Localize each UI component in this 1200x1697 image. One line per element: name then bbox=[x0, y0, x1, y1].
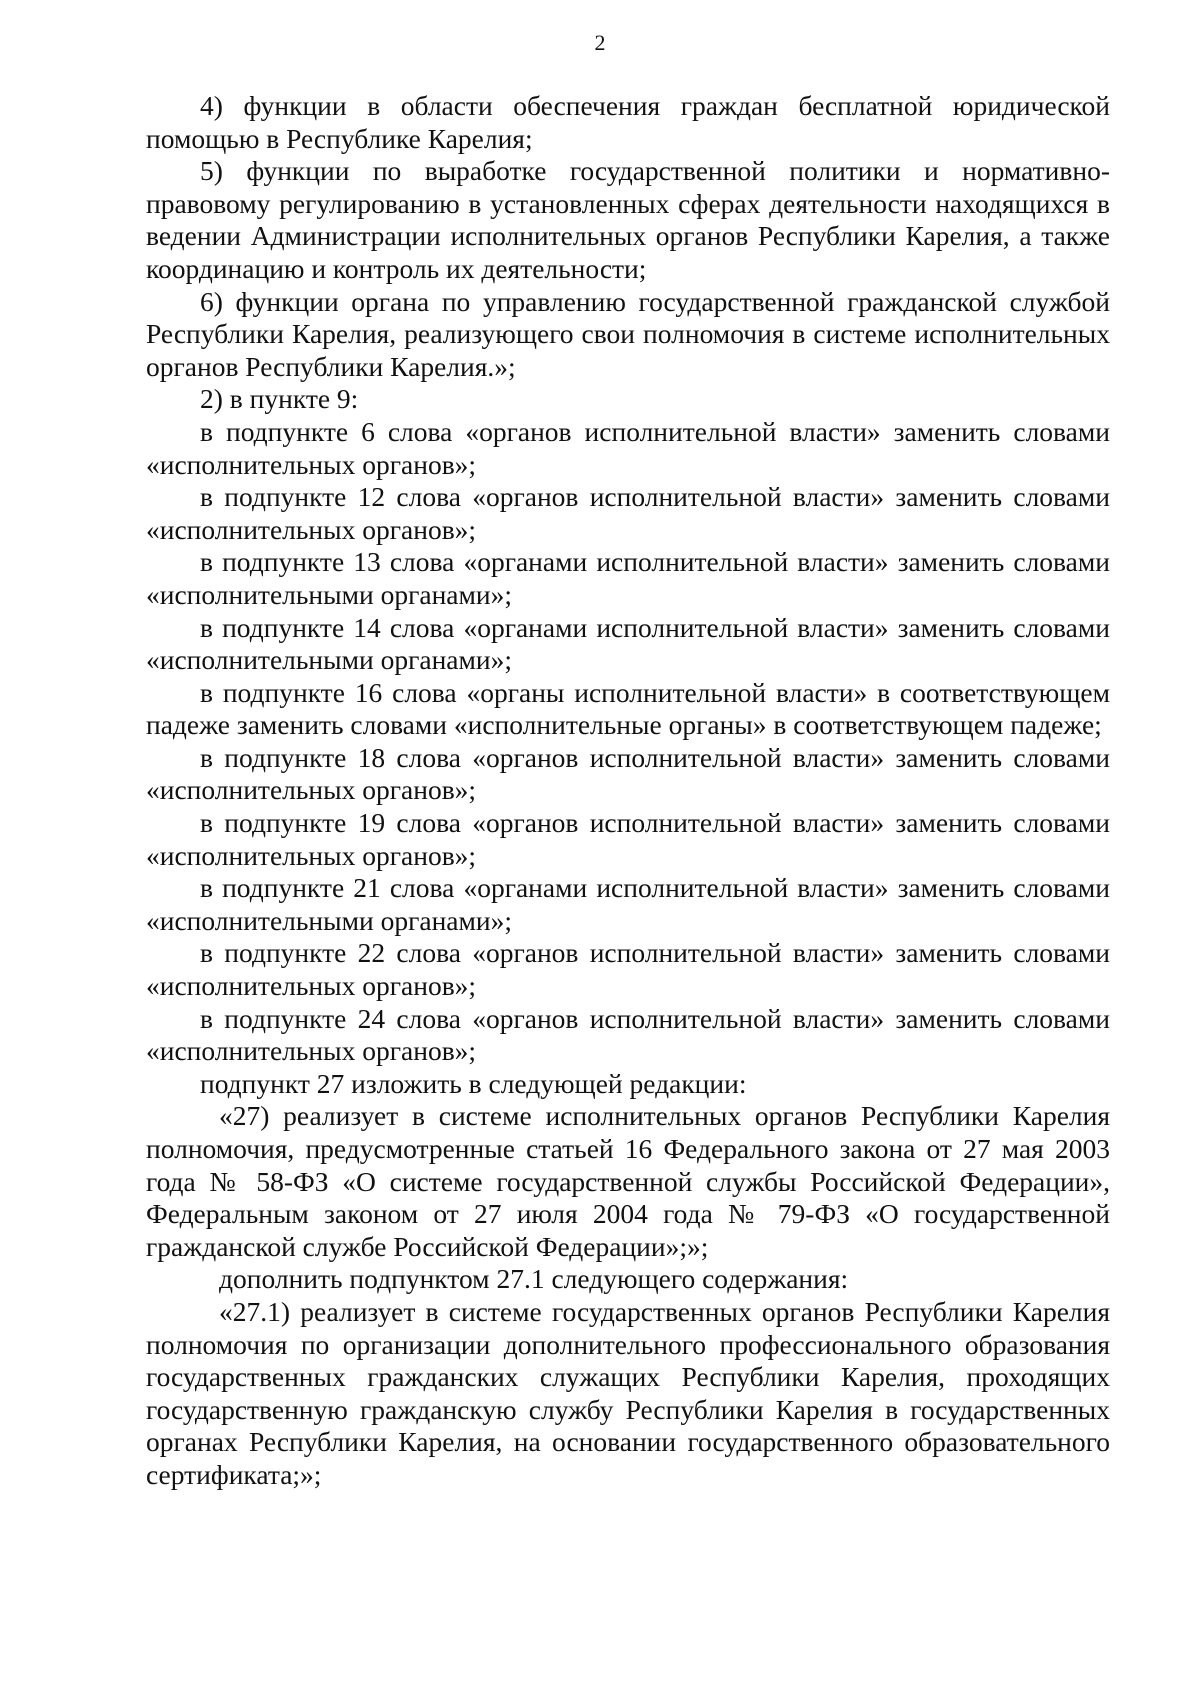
paragraph-subpoint-22: в подпункте 22 слова «органов исполнительной власти» заменить словами «исполнительных органов»; bbox=[146, 937, 1110, 1002]
document-body bbox=[146, 90, 1110, 1492]
paragraph-subpoint-16: в подпункте 16 слова «органы исполнительной власти» в соответствующем падеже заменить словами «исполнительные органы» в соответствующем падеже; bbox=[146, 676, 1110, 741]
page-number: 2 bbox=[594, 30, 606, 55]
paragraph-subpoint-14: в подпункте 14 слова «органами исполнительной власти» заменить словами «исполнительными органами»; bbox=[146, 611, 1110, 676]
paragraph-subpoint-13: в подпункте 13 слова «органами исполнительной власти» заменить словами «исполнительными органами»; bbox=[146, 546, 1110, 610]
paragraph-point-2: 2) в пункте 9: bbox=[200, 383, 359, 415]
paragraph-item-4: 4) функции в области обеспечения граждан бесплатной юридической помощью в Республике Карелия; bbox=[146, 90, 1110, 154]
paragraph-subpoint-27-text: «27) реализует в системе исполнительных органов Республики Карелия полномочия, предусмотренные статьей 16 Федерального закона от 27 мая 2003 года № 58-ФЗ «О системе государственной службы Российской Федерации», Федеральным законом от 27 июля 2004 года № 79-ФЗ «О государственной гражданской службе Российской Федерации»;»; bbox=[146, 1100, 1110, 1262]
paragraph-subpoint-27-1-text: «27.1) реализует в системе государственных органов Республики Карелия полномочия по организации дополнительного профессионального образования государственных гражданских служащих Республики Карелия, проходящих государственную гражданскую службу Республики Карелия в государственных органах Республики Карелия, на основании государственного образовательного сертификата;»; bbox=[146, 1295, 1110, 1490]
paragraph-subpoint-19: в подпункте 19 слова «органов исполнительной власти» заменить словами «исполнительных органов»; bbox=[146, 807, 1110, 871]
paragraph-subpoint-24: в подпункте 24 слова «органов исполнительной власти» заменить словами «исполнительных органов»; bbox=[146, 1002, 1110, 1067]
paragraph-subpoint-21: в подпункте 21 слова «органами исполнительной власти» заменить словами «исполнительными органами»; bbox=[146, 872, 1110, 936]
paragraph-item-6: 6) функции органа по управлению государственной гражданской службой Республики Карелия, реализующего свои полномочия в системе исполнительных органов Республики Карелия.»; bbox=[146, 285, 1110, 382]
paragraph-subpoint-27-1-intro: дополнить подпунктом 27.1 следующего содержания: bbox=[219, 1263, 849, 1295]
paragraph-subpoint-12: в подпункте 12 слова «органов исполнительной власти» заменить словами «исполнительных органов»; bbox=[146, 481, 1110, 545]
paragraph-subpoint-27-intro: подпункт 27 изложить в следующей редакции: bbox=[200, 1067, 747, 1099]
paragraph-subpoint-6: в подпункте 6 слова «органов исполнительной власти» заменить словами «исполнительных органов»; bbox=[146, 415, 1110, 480]
paragraph-subpoint-18: в подпункте 18 слова «органов исполнительной власти» заменить словами «исполнительных органов»; bbox=[146, 741, 1110, 806]
paragraph-item-5: 5) функции по выработке государственной политики и нормативно-правовому регулированию в установленных сферах деятельности находящихся в ведении Администрации исполнительных органов Республики Карелия, а также координацию и контроль их деятельности; bbox=[146, 155, 1110, 284]
